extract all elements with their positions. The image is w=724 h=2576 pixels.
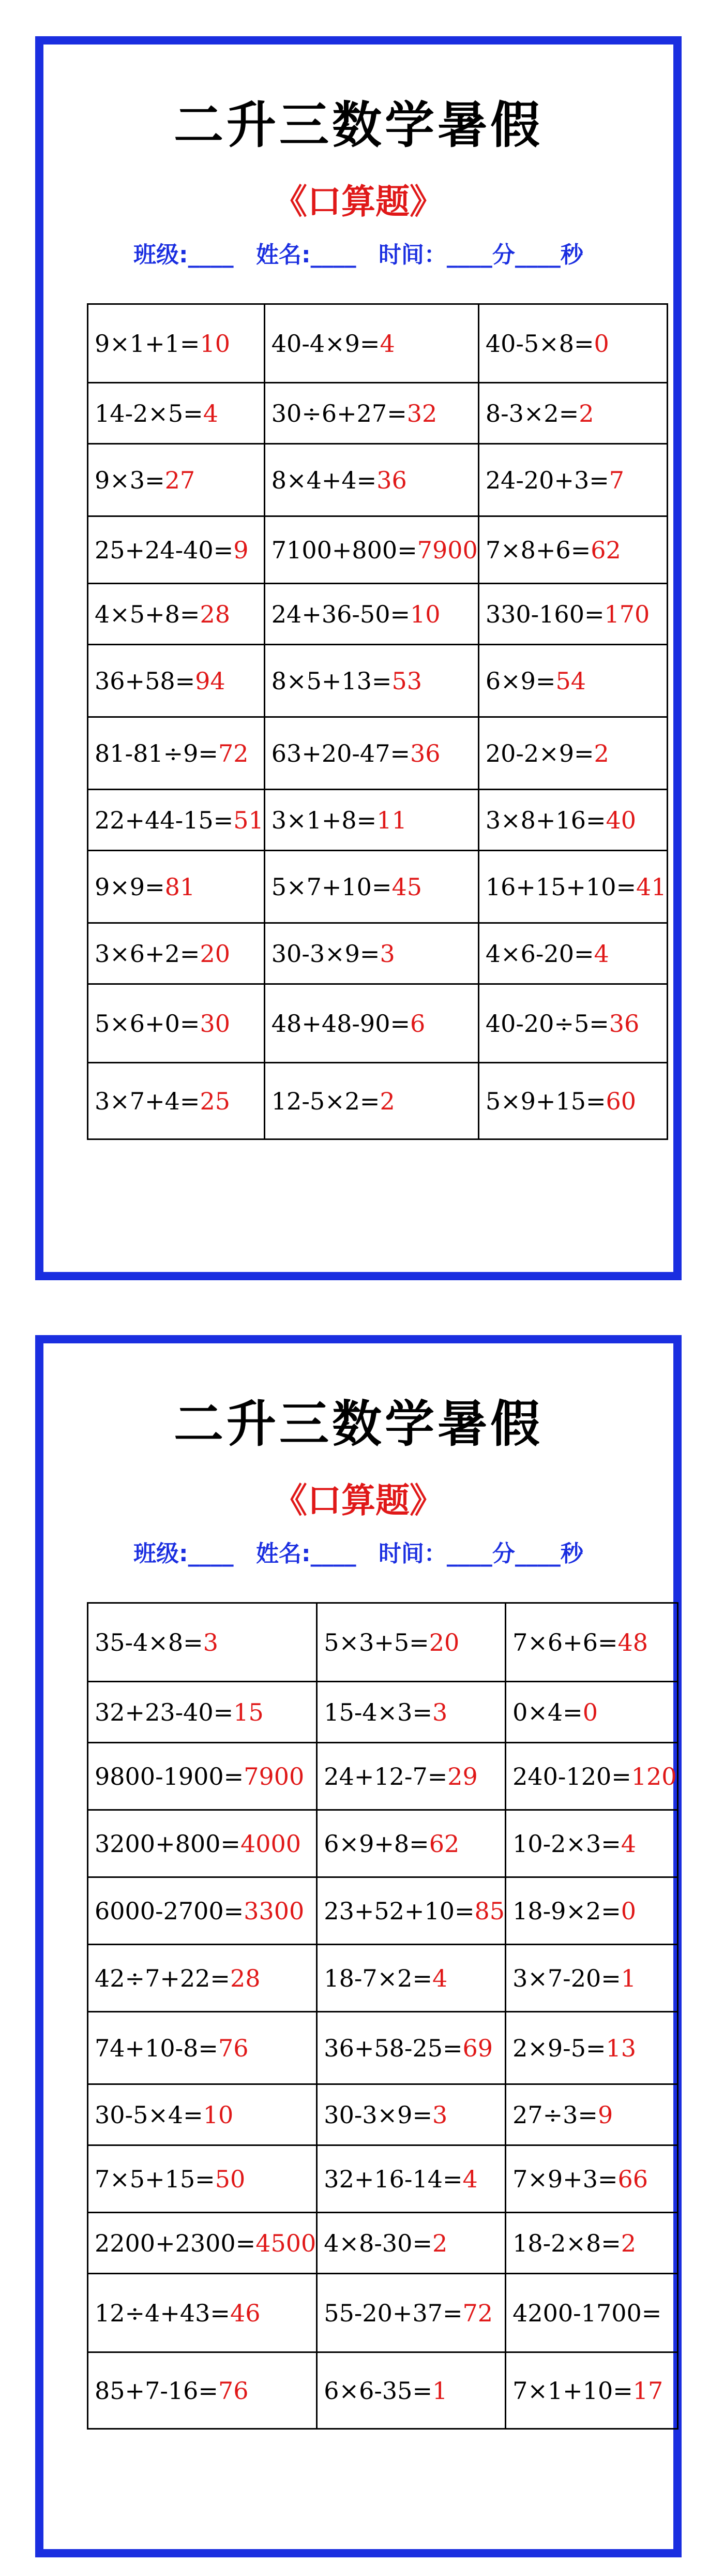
problem-answer: 36 — [410, 739, 441, 767]
table-row — [88, 2084, 678, 2145]
table-row — [88, 516, 668, 584]
problem-cell — [88, 790, 265, 851]
problem-answer: 36 — [376, 466, 407, 494]
problem-question: 4×5+8= — [95, 600, 200, 628]
problem-answer: 46 — [230, 2299, 261, 2327]
problem-question: 6×9= — [485, 667, 556, 695]
problem-answer: 4500 — [255, 2229, 316, 2257]
problem-answer: 81 — [164, 872, 195, 901]
problem-answer: 2 — [621, 2229, 637, 2257]
problem-answer: 4 — [462, 2165, 478, 2193]
problem-answer: 76 — [218, 2034, 249, 2062]
problem-question: 330-160= — [485, 600, 605, 628]
problem-question: 8×5+13= — [271, 667, 392, 695]
problem-question: 3×1+8= — [271, 806, 377, 834]
worksheet-2 — [35, 1335, 682, 2557]
problem-question: 7×8+6= — [485, 536, 591, 564]
problem-answer: 10 — [200, 329, 230, 358]
problem-cell — [264, 984, 478, 1063]
problem-question: 30÷6+27= — [271, 399, 407, 427]
table-row — [88, 1603, 678, 1682]
problem-question: 40-20÷5= — [485, 1009, 609, 1038]
problem-cell — [506, 1682, 678, 1743]
problem-answer: 0 — [621, 1897, 637, 1925]
problem-question: 3200+800= — [95, 1829, 240, 1858]
problem-table — [87, 1602, 678, 2430]
problem-answer: 41 — [636, 872, 667, 901]
table-row — [88, 1810, 678, 1877]
problem-question: 12÷4+43= — [95, 2299, 230, 2327]
problem-answer: 85 — [474, 1897, 505, 1925]
problem-cell — [478, 516, 667, 584]
problem-question: 3×8+16= — [485, 806, 606, 834]
problem-cell — [317, 1603, 506, 1682]
problem-answer: 2 — [380, 1087, 395, 1115]
table-row — [88, 2145, 678, 2213]
problem-answer: 53 — [391, 667, 423, 695]
problem-cell — [88, 584, 265, 645]
problem-question: 24-20+3= — [485, 466, 609, 494]
problem-cell — [506, 1810, 678, 1877]
problem-answer: 27 — [164, 466, 195, 494]
problem-answer: 3300 — [244, 1897, 305, 1925]
problem-answer: 45 — [391, 872, 423, 901]
problem-cell — [317, 1682, 506, 1743]
problem-cell — [506, 1743, 678, 1810]
problem-answer: 0 — [582, 1698, 598, 1726]
problem-question: 6×6-35= — [324, 2376, 432, 2405]
problem-question: 63+20-47= — [271, 739, 411, 767]
problem-cell — [88, 304, 265, 383]
problem-question: 7×9+3= — [512, 2165, 618, 2193]
problem-cell — [506, 2213, 678, 2274]
problem-question: 10-2×3= — [512, 1829, 621, 1858]
problem-question: 48+48-90= — [271, 1009, 411, 1038]
problem-table — [87, 303, 668, 1140]
problem-question: 7100+800= — [271, 536, 417, 564]
problem-question: 36+58-25= — [324, 2034, 463, 2062]
table-row — [88, 383, 668, 444]
problem-cell — [88, 2012, 317, 2084]
problem-cell — [506, 1945, 678, 2012]
problem-question: 24+12-7= — [324, 1762, 448, 1790]
problem-cell — [88, 851, 265, 923]
problem-answer: 0 — [594, 329, 609, 358]
problem-cell — [478, 383, 667, 444]
problem-answer: 4000 — [240, 1829, 301, 1858]
problem-question: 42÷7+22= — [95, 1964, 230, 1992]
problem-answer: 28 — [200, 600, 230, 628]
problem-cell — [317, 1743, 506, 1810]
problem-answer: 62 — [429, 1829, 460, 1858]
problem-answer: 30 — [200, 1009, 230, 1038]
problem-question: 20-2×9= — [485, 739, 594, 767]
problem-answer: 36 — [609, 1009, 640, 1038]
problem-cell — [264, 444, 478, 516]
problem-cell — [317, 1945, 506, 2012]
problem-answer: 4 — [621, 1829, 637, 1858]
problem-question: 0×4= — [512, 1698, 583, 1726]
student-info-line — [43, 1535, 673, 1568]
problem-cell — [264, 923, 478, 984]
problem-question: 8-3×2= — [485, 399, 579, 427]
table-row — [88, 1063, 668, 1139]
problem-question: 30-5×4= — [95, 2100, 203, 2129]
problem-answer: 60 — [606, 1087, 637, 1115]
worksheet-subtitle: 《口算题》 — [273, 1481, 444, 1520]
problem-cell — [88, 1945, 317, 2012]
problem-cell — [88, 1603, 317, 1682]
problem-cell — [264, 383, 478, 444]
problem-question: 16+15+10= — [485, 872, 637, 901]
name-label: 姓名:____ — [256, 1541, 356, 1567]
problem-question: 35-4×8= — [95, 1628, 203, 1656]
problem-cell — [88, 2274, 317, 2352]
problem-cell — [88, 717, 265, 790]
problem-cell — [478, 444, 667, 516]
problem-answer: 11 — [376, 806, 407, 834]
problem-question: 27÷3= — [512, 2100, 598, 2129]
problem-question: 24+36-50= — [271, 600, 411, 628]
problem-question: 7×6+6= — [512, 1628, 618, 1656]
problem-answer: 15 — [233, 1698, 264, 1726]
problem-question: 3×7+4= — [95, 1087, 200, 1115]
problem-cell — [88, 444, 265, 516]
table-row — [88, 923, 668, 984]
problem-question: 9×3= — [95, 466, 165, 494]
problem-cell — [506, 1877, 678, 1945]
problem-cell — [264, 790, 478, 851]
table-row — [88, 1945, 678, 2012]
problem-cell — [478, 984, 667, 1063]
problem-cell — [317, 2084, 506, 2145]
problem-answer: 2 — [594, 739, 609, 767]
problem-answer: 4 — [203, 399, 218, 427]
problem-question: 55-20+37= — [324, 2299, 463, 2327]
problem-question: 32+23-40= — [95, 1698, 234, 1726]
problem-answer: 69 — [462, 2034, 493, 2062]
table-row — [88, 444, 668, 516]
problem-cell — [264, 584, 478, 645]
problem-answer: 28 — [230, 1964, 261, 1992]
problem-answer: 2 — [432, 2229, 448, 2257]
table-row — [88, 2213, 678, 2274]
problem-cell — [264, 645, 478, 717]
problem-question: 3×6+2= — [95, 939, 200, 968]
problem-cell — [478, 790, 667, 851]
problem-cell — [88, 984, 265, 1063]
table-row — [88, 1682, 678, 1743]
problem-answer: 48 — [617, 1628, 648, 1656]
problem-cell — [478, 851, 667, 923]
class-label: 班级:____ — [133, 1541, 234, 1567]
problem-cell — [88, 1063, 265, 1139]
problem-question: 18-7×2= — [324, 1964, 432, 1992]
table-row — [88, 1877, 678, 1945]
problem-question: 240-120= — [512, 1762, 631, 1790]
problem-question: 6000-2700= — [95, 1897, 244, 1925]
worksheet-1 — [35, 36, 682, 1280]
student-info-line — [43, 236, 673, 269]
problem-question: 8×4+4= — [271, 466, 377, 494]
problem-question: 81-81÷9= — [95, 739, 218, 767]
problem-cell — [478, 1063, 667, 1139]
table-row — [88, 1743, 678, 1810]
name-label: 姓名:____ — [256, 242, 356, 268]
problem-question: 9×9= — [95, 872, 165, 901]
problem-answer: 1 — [432, 2376, 448, 2405]
problem-question: 5×9+15= — [485, 1087, 606, 1115]
table-row — [88, 2274, 678, 2352]
problem-question: 18-9×2= — [512, 1897, 621, 1925]
problem-answer: 120 — [631, 1762, 677, 1790]
problem-question: 3×7-20= — [512, 1964, 621, 1992]
problem-answer: 62 — [591, 536, 621, 564]
problem-question: 25+24-40= — [95, 536, 234, 564]
problem-answer: 13 — [606, 2034, 637, 2062]
problem-cell — [317, 2012, 506, 2084]
problem-cell — [506, 2352, 678, 2429]
problem-question: 30-3×9= — [271, 939, 380, 968]
problem-answer: 72 — [462, 2299, 493, 2327]
problem-cell — [317, 2274, 506, 2352]
worksheet-subtitle: 《口算题》 — [273, 182, 444, 221]
problem-cell — [88, 1810, 317, 1877]
problem-question: 40-5×8= — [485, 329, 594, 358]
problem-answer: 4 — [380, 329, 395, 358]
problem-question: 7×1+10= — [512, 2376, 633, 2405]
problem-answer: 3 — [380, 939, 395, 968]
problem-answer: 4 — [432, 1964, 448, 1992]
problem-answer: 50 — [215, 2165, 246, 2193]
problem-cell — [506, 2012, 678, 2084]
problem-question: 14-2×5= — [95, 399, 203, 427]
problem-answer: 54 — [555, 667, 586, 695]
worksheet-title: 二升三数学暑假 — [174, 96, 543, 154]
table-row — [88, 584, 668, 645]
problem-cell — [88, 383, 265, 444]
problem-question: 7×5+15= — [95, 2165, 215, 2193]
problem-cell — [88, 2084, 317, 2145]
problem-cell — [317, 2145, 506, 2213]
problem-question: 32+16-14= — [324, 2165, 463, 2193]
problem-answer: 40 — [606, 806, 637, 834]
problem-cell — [88, 1682, 317, 1743]
worksheet-title: 二升三数学暑假 — [174, 1395, 543, 1453]
problem-answer: 4 — [594, 939, 609, 968]
problem-answer: 20 — [200, 939, 230, 968]
problem-question: 36+58= — [95, 667, 195, 695]
table-row — [88, 984, 668, 1063]
problem-cell — [506, 2084, 678, 2145]
problem-answer: 32 — [406, 399, 438, 427]
problem-question: 12-5×2= — [271, 1087, 380, 1115]
problem-question: 85+7-16= — [95, 2376, 218, 2405]
problem-question: 5×6+0= — [95, 1009, 200, 1038]
problem-cell — [506, 2274, 678, 2352]
problem-cell — [317, 1810, 506, 1877]
problem-answer: 51 — [233, 806, 264, 834]
problem-cell — [88, 923, 265, 984]
problem-cell — [264, 304, 478, 383]
problem-cell — [88, 2352, 317, 2429]
problem-cell — [478, 923, 667, 984]
problem-question: 5×3+5= — [324, 1628, 429, 1656]
problem-answer: 3 — [432, 1698, 448, 1726]
problem-question: 74+10-8= — [95, 2034, 218, 2062]
problem-cell — [317, 2213, 506, 2274]
problem-cell — [317, 1877, 506, 1945]
table-row — [88, 2012, 678, 2084]
problem-cell — [264, 516, 478, 584]
problem-cell — [478, 584, 667, 645]
problem-answer: 66 — [617, 2165, 648, 2193]
problem-cell — [88, 645, 265, 717]
problem-cell — [88, 516, 265, 584]
problem-answer: 72 — [218, 739, 249, 767]
problem-cell — [317, 2352, 506, 2429]
problem-cell — [506, 2145, 678, 2213]
problem-answer: 170 — [604, 600, 650, 628]
time-label: 时间：____分____秒 — [378, 242, 583, 268]
problem-answer: 94 — [195, 667, 225, 695]
problem-answer: 7900 — [244, 1762, 305, 1790]
problem-cell — [88, 2145, 317, 2213]
problem-answer: 10 — [203, 2100, 234, 2129]
class-label: 班级:____ — [133, 242, 234, 268]
problem-answer: 9 — [233, 536, 249, 564]
problem-cell — [478, 304, 667, 383]
problem-cell — [264, 717, 478, 790]
problem-answer: 25 — [200, 1087, 230, 1115]
problem-answer: 2 — [579, 399, 594, 427]
table-row — [88, 851, 668, 923]
problem-answer: 7 — [609, 466, 625, 494]
time-label: 时间：____分____秒 — [378, 1541, 583, 1567]
problem-question: 9×1+1= — [95, 329, 200, 358]
problem-question: 6×9+8= — [324, 1829, 429, 1858]
problem-cell — [478, 645, 667, 717]
problem-answer: 6 — [410, 1009, 426, 1038]
problem-answer: 7900 — [417, 536, 478, 564]
problem-question: 18-2×8= — [512, 2229, 621, 2257]
problem-answer: 10 — [410, 600, 441, 628]
problem-answer: 76 — [218, 2376, 249, 2405]
problem-cell — [88, 1743, 317, 1810]
problem-question: 2200+2300= — [95, 2229, 256, 2257]
problem-question: 4×6-20= — [485, 939, 594, 968]
problem-cell — [478, 717, 667, 790]
problem-answer: 1 — [621, 1964, 637, 1992]
problem-question: 4×8-30= — [324, 2229, 432, 2257]
problem-question: 30-3×9= — [324, 2100, 432, 2129]
problem-question: 15-4×3= — [324, 1698, 432, 1726]
problem-cell — [506, 1603, 678, 1682]
problem-question: 2×9-5= — [512, 2034, 606, 2062]
problem-question: 40-4×9= — [271, 329, 380, 358]
table-row — [88, 790, 668, 851]
problem-cell — [264, 851, 478, 923]
table-row — [88, 304, 668, 383]
problem-answer: 17 — [632, 2376, 663, 2405]
problem-answer: 20 — [429, 1628, 460, 1656]
problem-cell — [88, 2213, 317, 2274]
problem-cell — [264, 1063, 478, 1139]
problem-cell — [88, 1877, 317, 1945]
table-row — [88, 645, 668, 717]
problem-answer: 3 — [203, 1628, 218, 1656]
problem-answer: 9 — [597, 2100, 613, 2129]
problem-question: 5×7+10= — [271, 872, 392, 901]
problem-question: 9800-1900= — [95, 1762, 244, 1790]
problem-question: 23+52+10= — [324, 1897, 475, 1925]
problem-question: 22+44-15= — [95, 806, 234, 834]
table-row — [88, 2352, 678, 2429]
problem-question: 4200-1700= — [512, 2299, 662, 2327]
problem-answer: 29 — [447, 1762, 478, 1790]
table-row — [88, 717, 668, 790]
problem-answer: 3 — [432, 2100, 448, 2129]
